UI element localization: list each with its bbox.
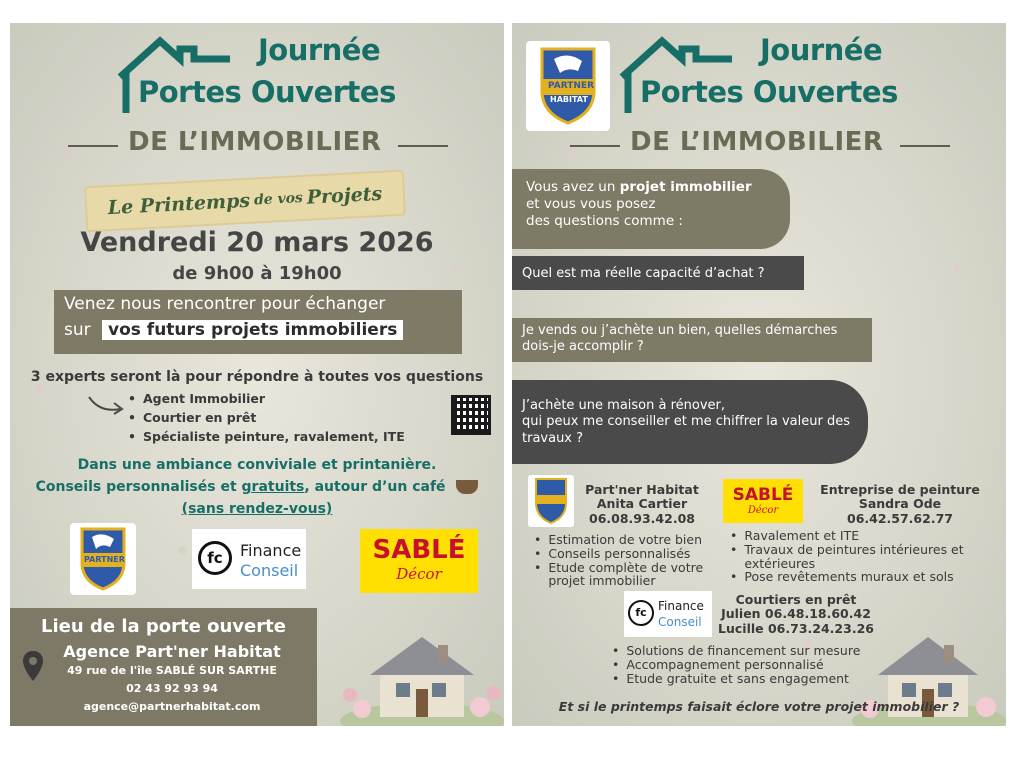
- list-item: • Estimation de votre bien: [534, 533, 724, 547]
- question-1: Quel est ma réelle capacité d’achat ?: [522, 266, 765, 281]
- ribbon-text-c: Projets: [306, 182, 383, 209]
- intro-bubble: [512, 169, 790, 249]
- intro-a: Vous avez un: [526, 179, 620, 195]
- conseils-a: Conseils personnalisés et: [35, 479, 242, 495]
- question-3-line1: J’achète une maison à rénover,: [522, 398, 726, 413]
- question-3-line3: travaux ?: [522, 430, 584, 446]
- lieu-box: [10, 608, 317, 726]
- experts-list: [128, 391, 405, 448]
- partner-word: PARTNER: [84, 555, 125, 564]
- sable-word: SABLÉ: [732, 485, 794, 505]
- sable-contact: [810, 483, 990, 526]
- list-item: • Agent Immobilier: [128, 391, 405, 406]
- ribbon-text-a: Le Printemps: [107, 189, 251, 220]
- list-item: • Conseils personnalisés: [534, 547, 724, 561]
- subtitle-immobilier: DE L’IMMOBILIER: [630, 127, 884, 157]
- list-item: • Etude complète de votre projet immobilier: [534, 561, 724, 589]
- fc-circle-icon: fc: [198, 541, 232, 575]
- conseil-word: Conseil: [240, 561, 299, 580]
- sable-person: Sandra Ode: [858, 496, 942, 512]
- sable-title: Entreprise de peinture: [820, 482, 980, 497]
- partner-habitat-logo: [70, 523, 136, 595]
- partner-person: Anita Cartier: [596, 496, 688, 512]
- subtitle-immobilier: DE L’IMMOBILIER: [128, 127, 382, 157]
- coffee-cup-icon: [456, 480, 478, 494]
- list-item: • Spécialiste peinture, ravalement, ITE: [128, 429, 405, 444]
- sans-rdv: (sans rendez-vous): [181, 501, 333, 517]
- list-item: • Etude gratuite et sans engagement: [612, 672, 902, 686]
- divider-right: [900, 145, 950, 147]
- question-2-line1: Je vends ou j’achète un bien, quelles démarches: [522, 323, 838, 338]
- sable-phone[interactable]: 06.42.57.62.77: [847, 510, 953, 526]
- partner-services: [534, 533, 724, 588]
- flyer-page-left: [10, 23, 504, 726]
- ambiance-line: Dans une ambiance conviviale et printanière.: [77, 457, 437, 473]
- conseils-c: , autour d’un café: [304, 479, 446, 495]
- intro-c: et vous vous posez: [526, 195, 656, 212]
- curved-arrow-icon: [86, 391, 128, 417]
- flyer-page-right: [512, 23, 1006, 726]
- conseil-word: Conseil: [658, 615, 702, 629]
- sable-decor-small-logo: [723, 479, 803, 523]
- courtiers-title: Courtiers en prêt: [735, 592, 857, 607]
- list-item: • Travaux de peintures intérieures et extérieures: [730, 543, 980, 571]
- title-journee: Journée: [258, 33, 381, 67]
- finance-conseil-small-logo: [624, 591, 712, 637]
- decor-word: Décor: [396, 565, 442, 583]
- agence-address: 49 rue de l'île SABLÉ SUR SARTHE: [67, 664, 277, 677]
- lieu-title: Lieu de la porte ouverte: [41, 616, 286, 637]
- event-date: Vendredi 20 mars 2026: [80, 227, 434, 258]
- question-3-line2: qui peux me conseiller et me chiffrer la valeur des: [522, 414, 850, 430]
- divider-right: [398, 145, 448, 147]
- habitat-word: HABITAT: [550, 95, 588, 104]
- cottage-illustration: [340, 623, 504, 726]
- location-pin-icon: [22, 650, 44, 682]
- finance-word: Finance: [658, 599, 704, 613]
- partner-habitat-small-logo: [528, 475, 574, 527]
- footer-tagline: Et si le printemps faisait éclore votre projet immobilier ?: [558, 699, 960, 714]
- question-bubble-1: [512, 256, 804, 290]
- divider-left: [570, 145, 620, 147]
- partner-phone[interactable]: 06.08.93.42.08: [589, 510, 695, 526]
- conseils-gratuits: gratuits: [241, 479, 305, 495]
- intro-b: projet immobilier: [619, 179, 752, 195]
- event-hours: de 9h00 à 19h00: [172, 263, 342, 284]
- question-bubble-2: [512, 318, 872, 362]
- divider-left: [68, 145, 118, 147]
- invite-box: [54, 290, 462, 354]
- list-item: • Pose revêtements muraux et sols: [730, 570, 980, 584]
- list-item: • Solutions de financement sur mesure: [612, 644, 902, 658]
- list-item: • Courtier en prêt: [128, 410, 405, 425]
- decor-word: Décor: [747, 505, 779, 516]
- invite-sur: sur: [64, 320, 91, 340]
- title-journee: Journée: [760, 33, 883, 67]
- agence-phone[interactable]: 02 43 92 93 94: [126, 682, 218, 695]
- partner-contact: [572, 483, 712, 526]
- question-bubble-3: [512, 380, 868, 464]
- agence-email[interactable]: agence@partnerhabitat.com: [83, 700, 261, 713]
- partner-habitat-logo: [526, 41, 610, 131]
- qr-code[interactable]: [451, 395, 491, 435]
- courtier-lucille[interactable]: Lucille 06.73.24.23.26: [718, 620, 874, 636]
- partner-name: Part'ner Habitat: [585, 482, 699, 497]
- title-portes-ouvertes: Portes Ouvertes: [640, 75, 898, 109]
- agence-name: Agence Part'ner Habitat: [63, 642, 281, 661]
- fc-circle-icon: fc: [628, 600, 654, 626]
- invite-line1: Venez nous rencontrer pour échanger: [64, 294, 386, 314]
- finance-conseil-logo: [192, 529, 306, 589]
- printemps-ribbon: [84, 170, 406, 233]
- horse-shield-icon: [528, 475, 574, 527]
- sable-services: [730, 529, 980, 584]
- intro-d: des questions comme :: [526, 212, 683, 229]
- sable-decor-logo: [360, 529, 478, 593]
- courtier-julien[interactable]: Julien 06.48.18.60.42: [721, 606, 871, 622]
- question-2-line2: dois-je accomplir ?: [522, 339, 644, 355]
- finance-word: Finance: [240, 541, 302, 560]
- ribbon-text-b: de vos: [253, 189, 304, 209]
- experts-title: 3 experts seront là pour répondre à toutes vos questions: [30, 369, 484, 385]
- partner-word: PARTNER: [548, 81, 595, 91]
- conseils-line: [10, 479, 504, 495]
- list-item: • Ravalement et ITE: [730, 529, 980, 543]
- sable-word: SABLÉ: [372, 535, 466, 565]
- list-item: • Accompagnement personnalisé: [612, 658, 902, 672]
- title-portes-ouvertes: Portes Ouvertes: [138, 75, 396, 109]
- invite-tag: vos futurs projets immobiliers: [102, 320, 403, 340]
